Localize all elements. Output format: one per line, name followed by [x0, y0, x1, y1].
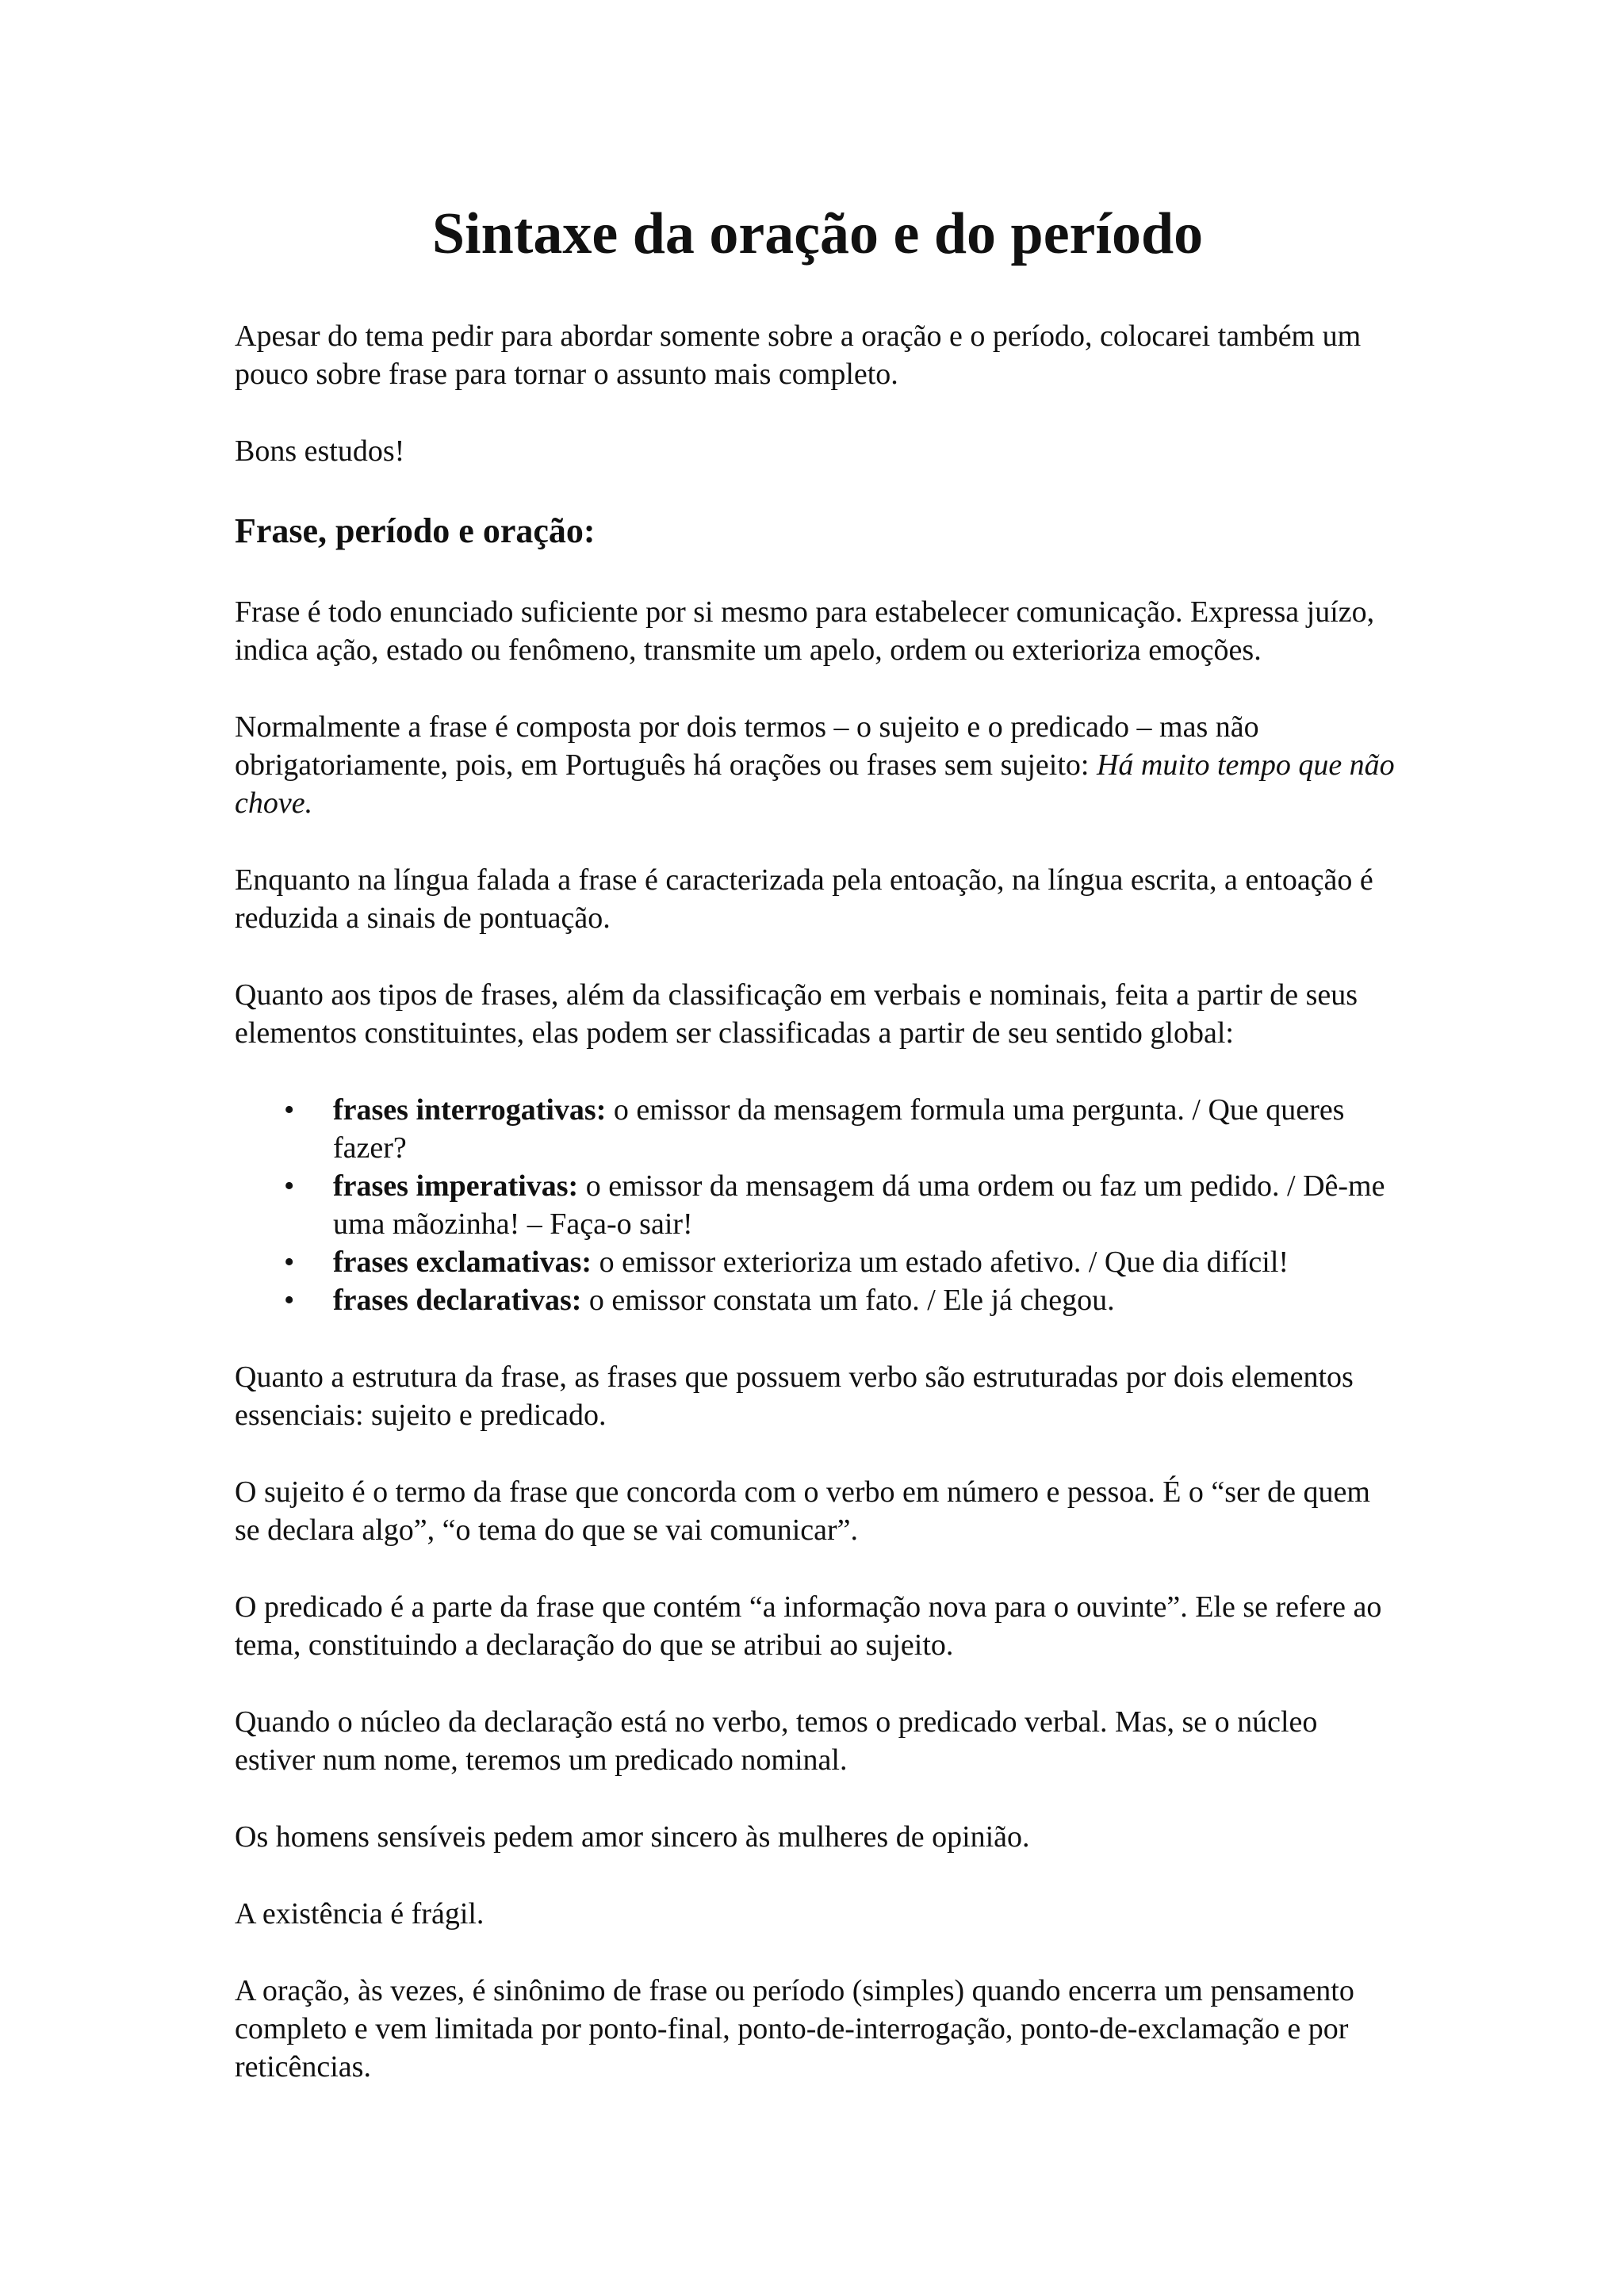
bullet-icon: •	[284, 1246, 295, 1279]
paragraph-frase-composition	[235, 708, 1400, 822]
list-item-term: frases imperativas:	[333, 1169, 579, 1203]
paragraph-frase-definition: Frase é todo enunciado suficiente por si mesmo para estabelecer comunicação. Expressa juízo, indica ação, estado ou fenômeno, transmite um apelo, ordem ou exterioriza emoções.	[235, 595, 1375, 667]
intro-paragraph: Apesar do tema pedir para abordar somente sobre a oração e o período, colocarei também um pouco sobre frase para tornar o assunto mais completo.	[235, 320, 1362, 391]
list-item-desc: o emissor exterioriza um estado afetivo. / Que dia difícil!	[592, 1246, 1289, 1279]
section-heading: Frase, período e oração:	[235, 511, 596, 550]
page-title: Sintaxe da oração e do período	[431, 201, 1204, 266]
paragraph-oracao: A oração, às vezes, é sinônimo de frase ou período (simples) quando encerra um pensamento completo e vem limitada por ponto-final, ponto-de-interrogação, ponto-de-exclamação e por reticências.	[235, 1974, 1354, 2084]
paragraph-text: Normalmente a frase é composta por dois termos – o sujeito e o predicado – mas não obrigatoriamente, pois, em Português há orações ou frases sem sujeito:	[235, 710, 1259, 782]
paragraph-predicado: O predicado é a parte da frase que contém “a informação nova para o ouvinte”. Ele se refere ao tema, constituindo a declaração do que se atribui ao sujeito.	[235, 1590, 1382, 1662]
paragraph-nucleo: Quando o núcleo da declaração está no verbo, temos o predicado verbal. Mas, se o núcleo estiver num nome, teremos um predicado nominal.	[235, 1705, 1318, 1777]
paragraph-sujeito: O sujeito é o termo da frase que concorda com o verbo em número e pessoa. É o “ser de quem se declara algo”, “o tema do que se vai comunicar”.	[235, 1475, 1370, 1547]
list-item-desc: o emissor constata um fato. / Ele já chegou.	[581, 1284, 1115, 1317]
list-item-term: frases exclamativas:	[333, 1246, 592, 1279]
paragraph-entoacao: Enquanto na língua falada a frase é caracterizada pela entoação, na língua escrita, a entoação é reduzida a sinais de pontuação.	[235, 863, 1373, 935]
example-sentence-nominal: A existência é frágil.	[235, 1897, 485, 1931]
paragraph-estrutura: Quanto a estrutura da frase, as frases que possuem verbo são estruturadas por dois elementos essenciais: sujeito e predicado.	[235, 1360, 1354, 1432]
bullet-icon: •	[284, 1093, 295, 1127]
list-item	[284, 1281, 1400, 1319]
list-item	[284, 1091, 1400, 1167]
document-page	[235, 198, 1400, 2125]
greeting-paragraph: Bons estudos!	[235, 434, 405, 468]
paragraph-tipos-frases: Quanto aos tipos de frases, além da classificação em verbais e nominais, feita a partir de seus elementos constituintes, elas podem ser classificadas a partir de seu sentido global:	[235, 978, 1358, 1050]
frase-types-list	[235, 1091, 1400, 1319]
bullet-icon: •	[284, 1169, 295, 1203]
list-item-desc: o emissor da mensagem dá uma ordem ou faz um pedido. / Dê-me uma mãozinha! – Faça-o sair!	[333, 1169, 1385, 1241]
bullet-icon: •	[284, 1284, 295, 1317]
list-item-desc: o emissor da mensagem formula uma pergunta. / Que queres fazer?	[333, 1093, 1345, 1165]
list-item-term: frases declarativas:	[333, 1284, 582, 1317]
example-italic: Há muito tempo que não chove.	[235, 748, 1395, 820]
list-item	[284, 1167, 1400, 1243]
list-item-term: frases interrogativas:	[333, 1093, 607, 1127]
list-item	[284, 1243, 1400, 1281]
example-sentence-verbal: Os homens sensíveis pedem amor sincero às mulheres de opinião.	[235, 1820, 1030, 1854]
